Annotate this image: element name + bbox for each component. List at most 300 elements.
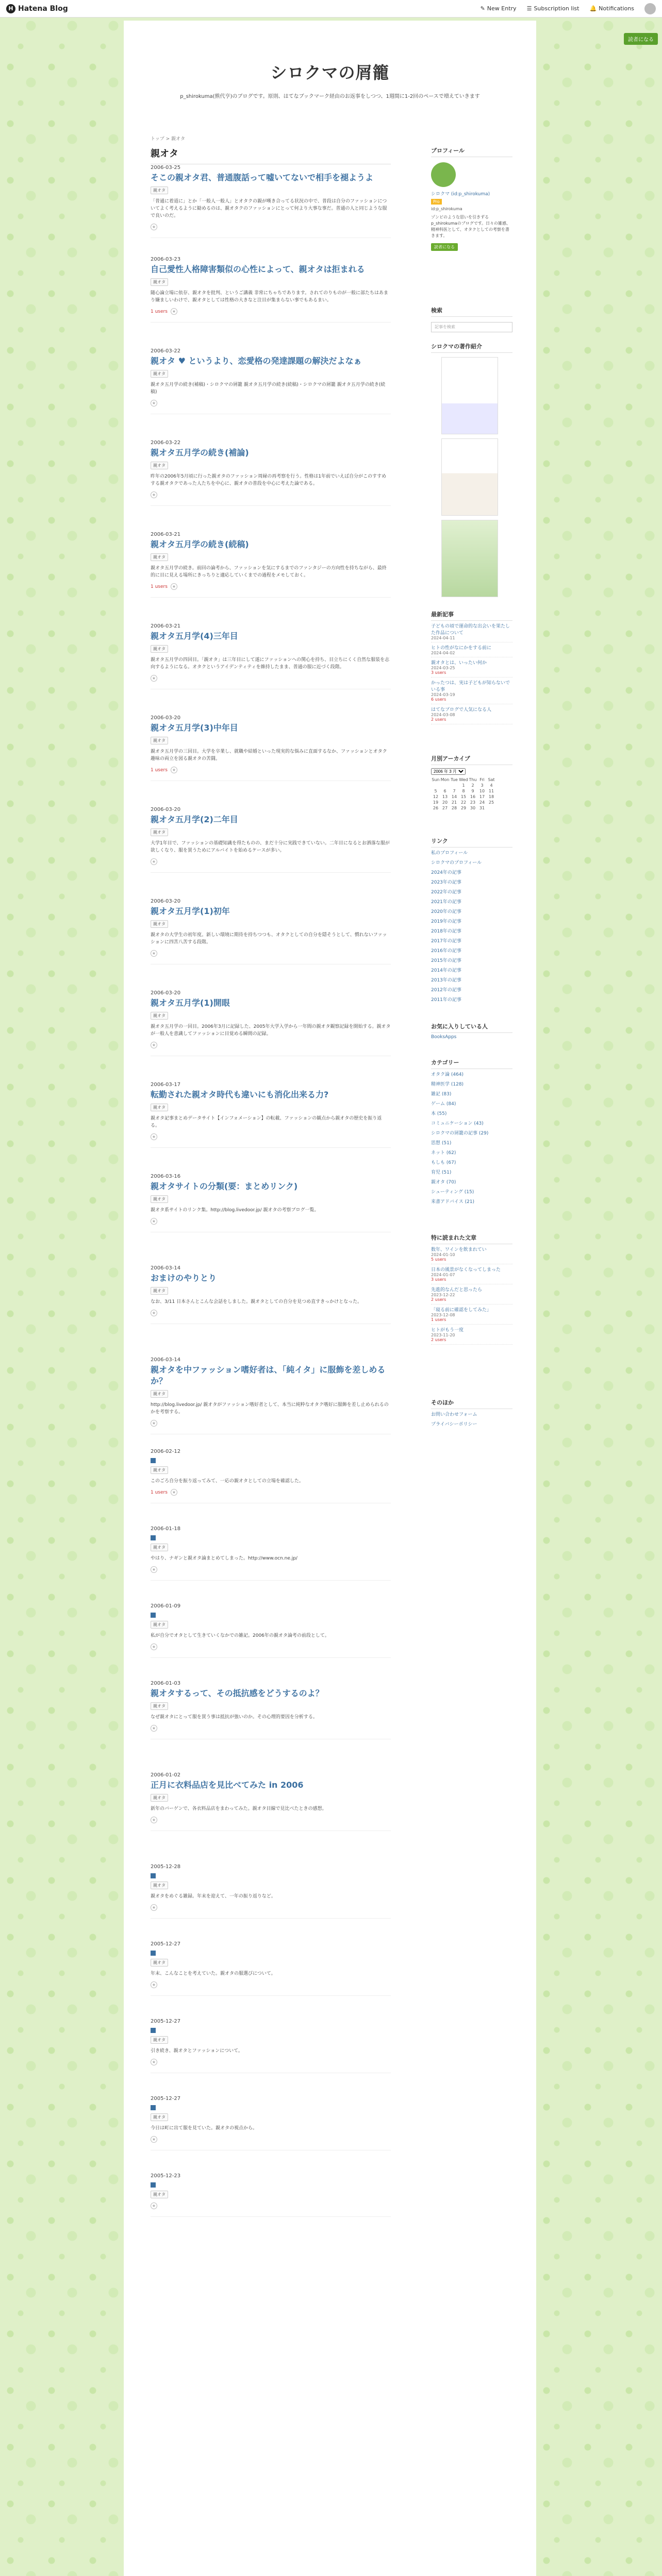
entry-date: 2006-03-20 — [151, 807, 181, 812]
calendar-day[interactable]: 4 — [490, 783, 493, 788]
sidebar-link[interactable]: 2020年の記事 — [431, 909, 461, 914]
star-icon[interactable]: ★ — [151, 1981, 157, 1988]
category-tag[interactable]: 親オタ — [151, 187, 168, 194]
calendar-day[interactable]: 16 — [470, 794, 476, 799]
calendar-day[interactable]: 21 — [451, 800, 457, 805]
recent-entry-title[interactable]: はてなブログで人気になる人 — [431, 707, 492, 713]
category-tag[interactable]: 親オタ — [151, 2191, 168, 2198]
star-icon[interactable]: ★ — [151, 224, 157, 230]
category-tag[interactable]: 親オタ — [151, 1882, 168, 1889]
blog-container — [124, 21, 536, 2576]
entry-categories — [151, 1287, 391, 1295]
entry-marker-icon — [151, 1458, 156, 1463]
calendar-day[interactable]: 23 — [470, 800, 476, 805]
entry-divider — [151, 872, 391, 873]
entry-marker-icon — [151, 2028, 156, 2033]
entry-date: 2006-01-18 — [151, 1526, 181, 1532]
bookmark-count[interactable]: 2 users — [431, 1337, 446, 1342]
entry-categories — [151, 1702, 391, 1710]
star-icon[interactable]: ★ — [151, 492, 157, 498]
entry-title-link[interactable]: 親オタを中ファッション嗜好者は、「純イタ」に服飾を差しめるか？ — [151, 1365, 386, 1386]
entry-date: 2006-03-14 — [151, 1357, 181, 1363]
star-icon[interactable]: ★ — [151, 400, 157, 406]
entry-footer — [151, 1817, 391, 1823]
calendar-day[interactable]: 20 — [442, 800, 448, 805]
notifications-button[interactable]: 🔔 Notifications — [589, 5, 634, 12]
pencil-icon: ✎ — [480, 5, 485, 12]
category-link[interactable]: 雑記 (83) — [431, 1092, 452, 1097]
brand-label: Hatena Blog — [18, 4, 68, 13]
entry-divider — [151, 2216, 391, 2217]
bookmark-count[interactable]: 1 users — [151, 767, 168, 773]
bookmark-count[interactable]: 1 users — [431, 1317, 446, 1322]
entry-marker-icon — [151, 1873, 156, 1878]
entry-categories — [151, 370, 391, 378]
entry-date: 2006-03-20 — [151, 899, 181, 904]
calendar-day[interactable]: 15 — [460, 794, 467, 799]
calendar-day[interactable]: 3 — [481, 783, 484, 788]
calendar-day[interactable]: 2 — [471, 783, 474, 788]
entry-divider — [151, 597, 391, 598]
category-tag[interactable]: 親オタ — [151, 462, 168, 469]
entry-item — [151, 257, 391, 323]
sidebar-link[interactable]: 2023年の記事 — [431, 880, 461, 885]
calendar-day[interactable]: 18 — [488, 794, 494, 799]
sidebar-link[interactable]: 2012年の記事 — [431, 988, 461, 993]
calendar-day[interactable]: 17 — [479, 794, 485, 799]
recent-entry-date: 2024-04-02 — [431, 651, 455, 655]
popular-entry-date: 2023-12-08 — [431, 1313, 455, 1317]
calendar-day[interactable]: 10 — [479, 789, 485, 793]
calendar-day — [450, 783, 459, 788]
recent-entry-date: 2024-03-19 — [431, 692, 455, 697]
entry-footer — [151, 1904, 391, 1911]
entry-title-link[interactable]: 親オタ五月学(1)初年 — [151, 906, 230, 916]
entry-date: 2006-03-14 — [151, 1265, 181, 1271]
subscribe-title: お気に入りしている人 — [431, 1022, 512, 1033]
category-link[interactable]: 本 (55) — [431, 1111, 447, 1116]
calendar-day[interactable]: 25 — [488, 800, 494, 805]
entry-summary: 親オタ五月学の三回目。大学を卒業し、就職や結婚といった現実的な悩みに直面するなか、ファッションとオタク趣味の両立を図る親オタの苦闘。 — [151, 749, 387, 761]
category-link[interactable]: 親オタ (70) — [431, 1180, 456, 1185]
popular-entry-title[interactable]: 日本の風景がなくなってしまった — [431, 1267, 501, 1273]
bookmark-count[interactable]: 3 users — [431, 1277, 446, 1282]
popular-entry-title[interactable]: 「寝る前に確認をしてみた」 — [431, 1308, 492, 1313]
bookmark-count[interactable]: 2 users — [431, 1297, 446, 1302]
star-icon[interactable]: ★ — [151, 1817, 157, 1823]
star-icon[interactable]: ★ — [151, 1420, 157, 1427]
category-link[interactable]: ネット (62) — [431, 1150, 456, 1156]
entry-title-link[interactable]: 転勤された親オタ時代も違いにも消化出来る力? — [151, 1090, 329, 1099]
entry-categories — [151, 1544, 391, 1551]
category-tag[interactable]: 親オタ — [151, 1959, 168, 1967]
calendar-day — [440, 783, 450, 788]
entry-footer — [151, 308, 391, 315]
entry-item — [151, 1174, 391, 1232]
entry-footer — [151, 224, 391, 230]
category-link[interactable]: 育児 (51) — [431, 1170, 452, 1175]
entry-date: 2005-12-27 — [151, 1941, 181, 1947]
read-button[interactable]: 読者になる — [431, 243, 458, 251]
entry-summary: なぜ親オタにとって服を買う事は抵抗が強いのか。その心理的要因を分析する。 — [151, 1715, 318, 1720]
calendar-day[interactable]: 19 — [433, 800, 439, 805]
calendar-day[interactable]: 13 — [442, 794, 448, 799]
calendar-day[interactable]: 31 — [479, 806, 485, 810]
sidebar-link[interactable]: 2019年の記事 — [431, 919, 461, 924]
star-icon[interactable]: ★ — [171, 583, 177, 590]
entry-summary: 親オタ五月学の続き。前回の論考から、ファッションを気にするまでのファンタジーの方向性を持ちながら、最終的に目に見える場所にきっちりと適応していくまでの過程をメモしておく。 — [151, 566, 387, 578]
entry-item — [151, 1449, 391, 1503]
entry-footer — [151, 1725, 391, 1732]
entry-date: 2006-03-20 — [151, 715, 181, 721]
entry-item — [151, 1082, 391, 1148]
entry-title-link[interactable]: 親オタ五月学(1)開眼 — [151, 998, 230, 1008]
list-icon: ☰ — [526, 5, 532, 12]
breadcrumb[interactable]: トップ > 親オタ — [151, 137, 185, 142]
category-tag[interactable]: 親オタ — [151, 1195, 168, 1203]
category-tag[interactable]: 親オタ — [151, 278, 168, 286]
entry-footer — [151, 1643, 391, 1650]
calendar-day[interactable]: 6 — [443, 789, 446, 793]
calendar-day[interactable]: 12 — [433, 794, 439, 799]
recent-entry-title[interactable]: 親オタとは、いったい何か — [431, 660, 487, 666]
sidebar-link[interactable]: 2021年の記事 — [431, 900, 461, 905]
category-tag[interactable]: 親オタ — [151, 1466, 168, 1474]
star-icon[interactable]: ★ — [151, 1042, 157, 1048]
others-link[interactable]: お問い合わせフォーム — [431, 1412, 477, 1417]
hatena-logo[interactable] — [6, 4, 68, 13]
bookmark-count[interactable]: 5 users — [431, 1257, 446, 1262]
star-icon[interactable]: ★ — [151, 1566, 157, 1573]
recent-title: 最新記事 — [431, 610, 512, 621]
entry-footer — [151, 2202, 391, 2209]
calendar-day[interactable]: 27 — [442, 806, 448, 810]
entry-item — [151, 1357, 391, 1434]
blog-header — [124, 21, 536, 99]
calendar-day[interactable]: 9 — [471, 789, 474, 793]
entry-summary: 随心論立場に依存、親オタを批判、というご講義 非常にちゃちであります。されてのりものが一般に部たちはあまり嫌ましいわけで、親オタとしては性格の大きなと注目が集まらない事でもあるまい。 — [151, 291, 389, 303]
calendar-day[interactable]: 26 — [433, 806, 439, 810]
entry-marker-icon — [151, 1613, 156, 1618]
entry-categories — [151, 1882, 391, 1889]
entry-date: 2006-03-17 — [151, 1082, 181, 1088]
category-link[interactable]: 思想 (51) — [431, 1141, 452, 1146]
user-avatar[interactable] — [644, 3, 656, 14]
entry-title-link[interactable]: 親オタ ♥ というより、恋愛格の発達課題の解決だよなぁ — [151, 356, 362, 366]
entry-title-link[interactable]: そこの親オタ君、普通腹話って嘘いてないで相手を褪ようよ — [151, 173, 374, 182]
popular-entry-title[interactable]: ヒトがもう一度 — [431, 1328, 464, 1333]
profile-avatar[interactable] — [431, 162, 456, 187]
subscribe-link[interactable]: BooksApps — [431, 1035, 457, 1040]
entry-item — [151, 807, 391, 873]
profile-name[interactable]: シロクマ (id:p_shirokuma) — [431, 192, 490, 197]
entry-footer — [151, 950, 391, 957]
entry-title-link[interactable]: 親オタ五月学(3)中年目 — [151, 723, 238, 733]
books-title: シロクマの著作紹介 — [431, 342, 512, 353]
recent-entry[interactable] — [431, 642, 512, 657]
popular-entry[interactable] — [431, 1264, 512, 1284]
archive-month-select[interactable] — [431, 768, 466, 775]
category-link[interactable]: 精神医学 (128) — [431, 1082, 464, 1087]
entry-marker-icon — [151, 1535, 156, 1540]
entry-divider — [151, 1995, 391, 1996]
category-tag[interactable]: 親オタ — [151, 553, 168, 561]
subscription-list-button[interactable]: ☰ Subscription list — [526, 5, 580, 12]
star-icon[interactable]: ★ — [151, 2136, 157, 2143]
entry-categories — [151, 2191, 391, 2198]
sidebar-link[interactable]: 2017年の記事 — [431, 939, 461, 944]
entry-title-link[interactable]: 親オタ五月学(4)三年目 — [151, 631, 238, 641]
entry-title-link[interactable]: 親オタするって、その抵抗感をどうするのよ？ — [151, 1688, 324, 1698]
sidebar-link[interactable]: 2011年の記事 — [431, 997, 461, 1003]
calendar-day[interactable]: 1 — [462, 783, 465, 788]
entry-categories — [151, 187, 391, 194]
entry-divider — [151, 1657, 391, 1658]
star-icon[interactable]: ★ — [151, 858, 157, 865]
entry-divider — [151, 1147, 391, 1148]
entry-item — [151, 899, 391, 964]
category-link[interactable]: コミュニケーション (43) — [431, 1121, 484, 1126]
recent-entry-title[interactable]: ヒトの性がなにかをする前に — [431, 646, 492, 651]
entry-categories — [151, 1195, 391, 1203]
entry-date: 2006-03-25 — [151, 165, 181, 171]
entry-summary: 今日は町に出て服を見ていた。親オタの視点から。 — [151, 2126, 258, 2131]
calendar-day-header: Thu — [469, 777, 477, 782]
entry-item — [151, 1941, 391, 1996]
entry-categories — [151, 645, 391, 653]
sidebar-link[interactable]: 2018年の記事 — [431, 929, 461, 934]
entry-categories — [151, 278, 391, 286]
category-tag[interactable]: 親オタ — [151, 370, 168, 378]
entry-categories — [151, 737, 391, 744]
popular-entry[interactable] — [431, 1325, 512, 1345]
category-tag[interactable]: 親オタ — [151, 1794, 168, 1802]
category-tag[interactable]: 親オタ — [151, 920, 168, 928]
category-tag[interactable]: 親オタ — [151, 1702, 168, 1710]
entry-footer — [151, 1042, 391, 1048]
calendar-day-header: Sun — [432, 777, 440, 782]
category-link[interactable]: シロクマの屑籠の記事 (29) — [431, 1131, 489, 1136]
sidebar-link[interactable]: 2014年の記事 — [431, 968, 461, 973]
entry-title-link[interactable]: 親オタサイトの分類(要：まとめリンク) — [151, 1181, 298, 1191]
recent-entry[interactable] — [431, 621, 512, 642]
entry-summary: 「普通に着道に」とか「一般人一般人」とオタクの親が嘆き合ってる状況の中で、普段は自分のファッションについてよく考えるように勧めるのは、親オタクのファッションにとって何より大事な事だ。普通の人と同じような服で良いのだ。 — [151, 199, 387, 218]
entry-marker-icon — [151, 2182, 156, 2188]
search-input[interactable]: 記事を検索 — [431, 322, 512, 332]
entry-summary: なお、3/11 日本さんとこんな会話をしました。親オタとしての自分を見つめ直すきっかけとなった。 — [151, 1299, 362, 1304]
sidebar-link[interactable]: 私のプロフィール — [431, 851, 468, 856]
calendar-day[interactable]: 30 — [470, 806, 476, 810]
entry-item — [151, 440, 391, 506]
category-tag[interactable]: 親オタ — [151, 1390, 168, 1398]
new-entry-button[interactable]: ✎ New Entry — [480, 5, 517, 12]
entry-summary: 親オタ系サイトのリンク集。http://blog.livedoor.jp/ 親オタの考察ブログ一覧。 — [151, 1208, 319, 1213]
entry-title-link[interactable]: 自己愛性人格障害類似の心性によって、親オタは拒まれる — [151, 264, 365, 274]
sidebar-link[interactable]: 2022年の記事 — [431, 890, 461, 895]
category-tag[interactable]: 親オタ — [151, 645, 168, 653]
profile-title: プロフィール — [431, 146, 512, 157]
category-tag[interactable]: 親オタ — [151, 1544, 168, 1551]
entry-summary: 親オタ記事まとめデータサイト【インフォメーション】の転載、ファッションの観点から親オタの歴史を振り返る。 — [151, 1116, 382, 1128]
entry-footer — [151, 1566, 391, 1573]
links-title: リンク — [431, 837, 512, 848]
star-icon[interactable]: ★ — [151, 1133, 157, 1140]
bookmark-count[interactable]: 2 users — [431, 717, 446, 722]
entry-categories — [151, 462, 391, 469]
category-tag[interactable]: 親オタ — [151, 2036, 168, 2044]
bookmark-count[interactable]: 6 users — [431, 697, 446, 702]
category-link[interactable]: 来書アドバイス (21) — [431, 1199, 475, 1205]
entry-item — [151, 532, 391, 598]
entry-title-link[interactable]: 親オタ五月学(2)二年目 — [151, 815, 238, 824]
book-cover-3[interactable] — [441, 520, 498, 597]
calendar-day[interactable]: 28 — [451, 806, 457, 810]
sidebar-link[interactable]: 2024年の記事 — [431, 870, 461, 875]
bookmark-count[interactable]: 1 users — [151, 309, 168, 314]
category-link[interactable]: もしも (67) — [431, 1160, 456, 1165]
category-tag[interactable]: 親オタ — [151, 2113, 168, 2121]
calendar-day-header: Mon — [440, 777, 450, 782]
category-tag[interactable]: 親オタ — [151, 1287, 168, 1295]
entry-item — [151, 715, 391, 781]
star-icon[interactable]: ★ — [151, 2059, 157, 2065]
book-cover-1[interactable] — [441, 357, 498, 434]
calendar-day[interactable]: 29 — [460, 806, 467, 810]
sidebar-link[interactable]: 2016年の記事 — [431, 948, 461, 954]
entry-date: 2006-03-21 — [151, 532, 181, 537]
category-tag[interactable]: 親オタ — [151, 1012, 168, 1020]
recent-entry-title[interactable]: 子どもの頃で運命的な出会いを果たした作品について — [431, 624, 510, 636]
category-link[interactable]: ゲーム (84) — [431, 1101, 456, 1107]
star-icon[interactable]: ★ — [151, 950, 157, 957]
entry-date: 2006-03-21 — [151, 623, 181, 629]
blog-title[interactable]: シロクマの屑籠 — [270, 63, 390, 82]
star-icon[interactable]: ★ — [151, 1725, 157, 1732]
entry-summary: 親オタの大学生の初年度。新しい環境に期待を持ちつつも、オタクとしての自分を隠そうとして、慣れないファッションに四苦八苦する段階。 — [151, 933, 387, 945]
entry-item — [151, 1864, 391, 1919]
calendar-week-row — [431, 794, 496, 800]
calendar-week-row — [431, 788, 496, 794]
entry-summary: 大学1年目で、ファッションの基礎知識を得たものの、まだ十分に実践できていない。二年目になるとお洒落な服が欲しくなり、服を買うためにアルバイトを始めるケースが多い。 — [151, 841, 390, 853]
entry-categories — [151, 920, 391, 928]
category-tag[interactable]: 親オタ — [151, 1621, 168, 1629]
entry-date: 2006-01-03 — [151, 1681, 181, 1686]
recent-entry-title[interactable]: かったつは、実は子どもが知らないでいる事 — [431, 681, 510, 692]
star-icon[interactable]: ★ — [171, 767, 177, 773]
archive-title: 月別アーカイブ — [431, 754, 512, 765]
entry-date: 2006-02-12 — [151, 1449, 181, 1454]
entry-categories — [151, 2036, 391, 2044]
recent-entry[interactable] — [431, 704, 512, 724]
star-icon[interactable]: ★ — [171, 308, 177, 315]
book-cover-2[interactable] — [441, 438, 498, 516]
star-icon[interactable]: ★ — [151, 1643, 157, 1650]
calendar-week-row — [431, 783, 496, 788]
popular-entry[interactable] — [431, 1304, 512, 1325]
entry-footer — [151, 1420, 391, 1427]
entry-categories — [151, 1466, 391, 1474]
star-icon[interactable]: ★ — [151, 675, 157, 682]
entry-date: 2006-03-16 — [151, 1174, 181, 1179]
popular-entry-date: 2023-11-20 — [431, 1333, 455, 1337]
entry-summary: 親オタ五月学の続き(補稿)・シロクマの屑籠 親オタ五月学の続き(続稿)・シロクマの屑籠 親オタ五月学の続き(続稿) — [151, 382, 386, 395]
archive-calendar — [431, 768, 512, 811]
entry-footer — [151, 858, 391, 865]
sidebar-link[interactable]: 2013年の記事 — [431, 978, 461, 983]
calendar-day[interactable]: 14 — [451, 794, 457, 799]
recent-entry[interactable] — [431, 657, 512, 677]
entry-title-link[interactable]: 正月に衣料品店を見比べてみた in 2006 — [151, 1780, 304, 1790]
entry-title-link[interactable]: おまけのやりとり — [151, 1273, 217, 1283]
entry-title-link[interactable]: 親オタ五月学の続き(補論) — [151, 448, 249, 457]
entry-marker-icon — [151, 1951, 156, 1956]
category-link[interactable]: オタク論 (464) — [431, 1072, 464, 1077]
bookmark-count[interactable]: 3 users — [431, 670, 446, 675]
popular-entry-date: 2023-12-22 — [431, 1293, 455, 1297]
entry-item — [151, 1265, 391, 1324]
category-title: カテゴリー — [431, 1058, 512, 1069]
entry-categories — [151, 1390, 391, 1398]
calendar-day[interactable]: 8 — [462, 789, 465, 793]
hatena-logo-icon: H — [6, 4, 15, 13]
entry-footer — [151, 583, 391, 590]
entry-date: 2005-12-27 — [151, 2019, 181, 2024]
sidebar-link[interactable]: シロクマのプロフィール — [431, 860, 482, 866]
calendar-week-row — [431, 805, 496, 811]
sidebar-link[interactable]: 2015年の記事 — [431, 958, 461, 963]
bell-icon: 🔔 — [589, 5, 597, 12]
others-link[interactable]: プライバシーポリシー — [431, 1422, 477, 1427]
entry-date: 2006-03-20 — [151, 990, 181, 996]
entry-summary: 年末、こんなことを考えていた。親オタの服選びについて。 — [151, 1971, 276, 1976]
popular-entry[interactable] — [431, 1284, 512, 1304]
calendar-day[interactable]: 7 — [453, 789, 456, 793]
category-link[interactable]: シューティング (15) — [431, 1190, 474, 1195]
calendar-day[interactable]: 5 — [434, 789, 437, 793]
star-icon[interactable]: ★ — [151, 2202, 157, 2209]
entry-item — [151, 1526, 391, 1581]
popular-entry-date: 2024-01-10 — [431, 1252, 455, 1257]
calendar-day[interactable]: 11 — [488, 789, 494, 793]
popular-title: 特に読まれた文章 — [431, 1233, 512, 1244]
category-tag[interactable]: 親オタ — [151, 828, 168, 836]
popular-entry-title[interactable]: 数年、ワインを飲まれてい — [431, 1247, 487, 1252]
star-icon[interactable]: ★ — [171, 1489, 177, 1496]
calendar-day[interactable]: 24 — [479, 800, 485, 805]
hatena-topbar — [0, 0, 662, 18]
recent-entry[interactable] — [431, 677, 512, 704]
bookmark-count[interactable]: 1 users — [151, 1489, 168, 1495]
star-icon[interactable]: ★ — [151, 1310, 157, 1316]
entry-footer — [151, 1310, 391, 1316]
main-column — [151, 146, 391, 2208]
star-icon[interactable]: ★ — [151, 1904, 157, 1911]
category-tag[interactable]: 親オタ — [151, 1104, 168, 1111]
calendar-day[interactable]: 22 — [460, 800, 467, 805]
entry-date: 2005-12-27 — [151, 2096, 181, 2102]
subscribe-corner-button[interactable]: 読者になる — [624, 33, 658, 45]
entry-summary: 親オタをめぐる雑録。年末を迎えて、一年の振り返りなど。 — [151, 1894, 276, 1899]
popular-entry[interactable] — [431, 1244, 512, 1264]
bookmark-count[interactable]: 1 users — [151, 584, 168, 589]
entry-title-link[interactable]: 親オタ五月学の続き(続稿) — [151, 539, 249, 549]
entry-footer — [151, 2059, 391, 2065]
star-icon[interactable]: ★ — [151, 1218, 157, 1225]
entry-categories — [151, 2113, 391, 2121]
category-tag[interactable]: 親オタ — [151, 737, 168, 744]
popular-entry-title[interactable]: 先進的なんだと思ったら — [431, 1287, 483, 1293]
entry-date: 2005-12-23 — [151, 2173, 181, 2179]
